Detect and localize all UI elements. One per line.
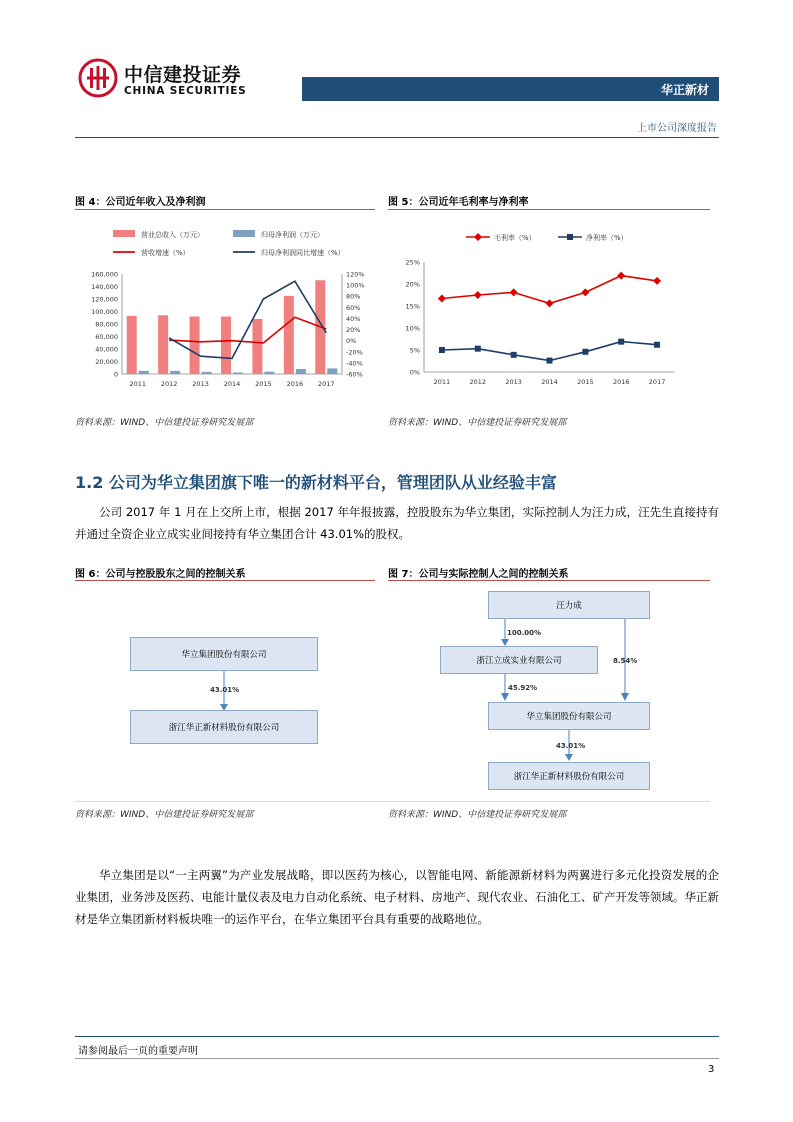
- figure6-rule: [75, 580, 375, 581]
- gross-margin-point: [653, 277, 661, 285]
- figure4-rule: [75, 209, 375, 210]
- right-tick-label: 100%: [346, 281, 365, 290]
- y-tick-label: 10%: [405, 324, 420, 333]
- net-margin-point: [547, 358, 553, 364]
- fig7-pct-group-company: 43.01%: [556, 742, 586, 750]
- left-tick-label: 140,000: [91, 283, 118, 291]
- logo: [78, 58, 278, 100]
- margin-chart: [388, 222, 693, 400]
- net-margin-point: [618, 339, 624, 345]
- y-tick-label: 15%: [405, 302, 420, 311]
- right-tick-label: 120%: [346, 270, 365, 279]
- legend-label: 归母净利润同比增速（%）: [261, 249, 345, 257]
- right-tick-label: -60%: [346, 370, 363, 379]
- fig7-connectors: [430, 615, 670, 765]
- legend-marker: [474, 233, 482, 241]
- x-tick-label: 2015: [577, 378, 594, 386]
- revenue-bar: [252, 319, 262, 374]
- x-tick-label: 2017: [318, 380, 335, 388]
- y-tick-label: 0%: [409, 368, 420, 377]
- legend-swatch: [233, 230, 255, 237]
- fig7-pct-controller-group: 8.54%: [613, 657, 638, 665]
- net-margin-point: [654, 342, 660, 348]
- company-tag: 华正新材: [660, 83, 709, 97]
- y-tick-label: 20%: [405, 280, 420, 289]
- figure4-source: 资料来源：WIND、中信建投证券研究发展部: [75, 418, 254, 428]
- page-number: 3: [708, 1064, 715, 1075]
- revenue-bar: [284, 296, 294, 374]
- report-type: 上市公司深度报告: [637, 123, 717, 134]
- figure-bottom-rule: [75, 801, 710, 802]
- logo-text-cn: 中信建投证券: [124, 64, 242, 86]
- x-tick-label: 2012: [160, 380, 178, 388]
- x-tick-label: 2016: [286, 380, 304, 388]
- right-tick-label: -20%: [346, 348, 363, 357]
- profit-bar: [170, 371, 180, 374]
- figure7-source: 资料来源：WIND、中信建投证券研究发展部: [388, 810, 567, 820]
- fig7-pct-controller-mid: 100.00%: [507, 629, 542, 637]
- legend-label: 营收增速（%）: [141, 249, 190, 257]
- left-tick-label: 40,000: [95, 345, 118, 354]
- footer-rule: [75, 1036, 719, 1037]
- left-tick-label: 80,000: [95, 320, 118, 329]
- header-rule: [75, 137, 719, 138]
- right-tick-label: -40%: [346, 359, 363, 368]
- figure5-title: 图 5：公司近年毛利率与净利率: [388, 197, 529, 208]
- x-tick-label: 2014: [541, 378, 558, 386]
- right-tick-label: 80%: [346, 292, 361, 301]
- right-tick-label: 20%: [346, 326, 361, 335]
- section-heading: 1.2 公司为华立集团旗下唯一的新材料平台，管理团队从业经验丰富: [75, 473, 557, 492]
- net-margin-point: [511, 352, 517, 358]
- figure6-source: 资料来源：WIND、中信建投证券研究发展部: [75, 810, 254, 820]
- figure7-rule: [388, 580, 710, 581]
- revenue-bar: [127, 316, 137, 374]
- net-margin-point: [475, 346, 481, 352]
- fig6-child-box: 浙江华正新材料股份有限公司: [130, 710, 318, 744]
- fig7-group-box: 华立集团股份有限公司: [488, 702, 650, 730]
- header-bar: [302, 77, 719, 101]
- profit-bar: [296, 369, 306, 374]
- y-tick-label: 5%: [409, 346, 420, 355]
- figure7-title: 图 7：公司与实际控制人之间的控制关系: [388, 569, 569, 580]
- profit-bar: [233, 373, 243, 375]
- fig7-controller-box: 汪力成: [488, 591, 650, 619]
- logo-emblem-icon: [78, 58, 118, 98]
- gross-margin-point: [546, 299, 554, 307]
- profit-bar: [264, 372, 274, 374]
- figure6-title: 图 6：公司与控股股东之间的控制关系: [75, 569, 246, 580]
- revenue-profit-chart: [75, 222, 380, 400]
- figure5-source: 资料来源：WIND、中信建投证券研究发展部: [388, 418, 567, 428]
- right-tick-label: 0%: [346, 337, 357, 346]
- figure5-rule: [388, 209, 710, 210]
- legend-label: 净利率（%）: [586, 234, 628, 242]
- legend-swatch: [113, 230, 135, 237]
- fig7-pct-mid-group: 45.92%: [508, 684, 538, 692]
- gross-margin-line: [442, 276, 657, 304]
- fig7-company-box: 浙江华正新材料股份有限公司: [488, 762, 650, 790]
- x-tick-label: 2016: [612, 378, 630, 386]
- revenue-bar: [158, 315, 168, 374]
- x-tick-label: 2012: [469, 378, 487, 386]
- legend-marker: [567, 234, 573, 240]
- net-margin-point: [582, 349, 588, 355]
- legend-label: 营业总收入（万元）: [141, 231, 204, 239]
- profit-bar: [139, 371, 149, 374]
- x-tick-label: 2011: [129, 380, 146, 388]
- left-tick-label: 120,000: [91, 295, 118, 304]
- gross-margin-point: [438, 295, 446, 303]
- right-tick-label: 40%: [346, 314, 361, 323]
- fig7-mid-box: 浙江立成实业有限公司: [440, 646, 598, 674]
- profit-bar: [327, 368, 337, 374]
- y-tick-label: 25%: [405, 258, 420, 267]
- right-tick-label: 60%: [346, 303, 361, 312]
- gross-margin-point: [581, 288, 589, 296]
- x-tick-label: 2013: [505, 378, 522, 386]
- profit-bar: [202, 372, 212, 374]
- x-tick-label: 2013: [192, 380, 209, 388]
- legend-label: 归母净利润（万元）: [261, 231, 324, 239]
- paragraph-ownership: 公司 2017 年 1 月在上交所上市，根据 2017 年年报披露，控股股东为华立集团，实际控制人为汪力成，汪先生直接持有并通过全资企业立成实业间接持有华立集团合计 43.01%的股权。: [75, 505, 719, 541]
- left-tick-label: 0: [113, 370, 118, 379]
- left-tick-label: 100,000: [91, 308, 118, 316]
- revenue-bar: [221, 317, 231, 375]
- paragraph-group: 华立集团是以“一主两翼”为产业发展战略，即以医药为核心，以智能电网、新能源新材料为两翼进行多元化投资发展的企业集团，业务涉及医药、电能计量仪表及电力自动化系统、电子材料、房地产、现代农业、石油化工、矿产开发等领域。华正新材是华立集团新材料板块唯一的运作平台，在华立集团平台具有重要的战略地位。: [75, 868, 719, 926]
- x-tick-label: 2011: [433, 378, 451, 386]
- figure4-title: 图 4：公司近年收入及净利润: [75, 197, 206, 208]
- revenue-bar: [190, 317, 200, 375]
- footer-disclaimer: 请参阅最后一页的重要声明: [78, 1046, 198, 1057]
- gross-margin-point: [617, 272, 625, 280]
- left-tick-label: 160,000: [91, 270, 118, 279]
- fig6-pct-label: 43.01%: [210, 686, 240, 694]
- legend-label: 毛利率（%）: [494, 234, 536, 242]
- x-tick-label: 2015: [255, 380, 272, 388]
- left-tick-label: 60,000: [95, 333, 118, 341]
- net-margin-point: [439, 347, 445, 353]
- left-tick-label: 20,000: [95, 358, 118, 366]
- x-tick-label: 2014: [223, 380, 241, 388]
- gross-margin-point: [510, 288, 518, 296]
- footer-rule-2: [75, 1058, 719, 1059]
- fig6-parent-box: 华立集团股份有限公司: [130, 637, 318, 671]
- logo-text-en: CHINA SECURITIES: [124, 85, 247, 97]
- gross-margin-point: [474, 291, 482, 299]
- x-tick-label: 2017: [648, 378, 666, 386]
